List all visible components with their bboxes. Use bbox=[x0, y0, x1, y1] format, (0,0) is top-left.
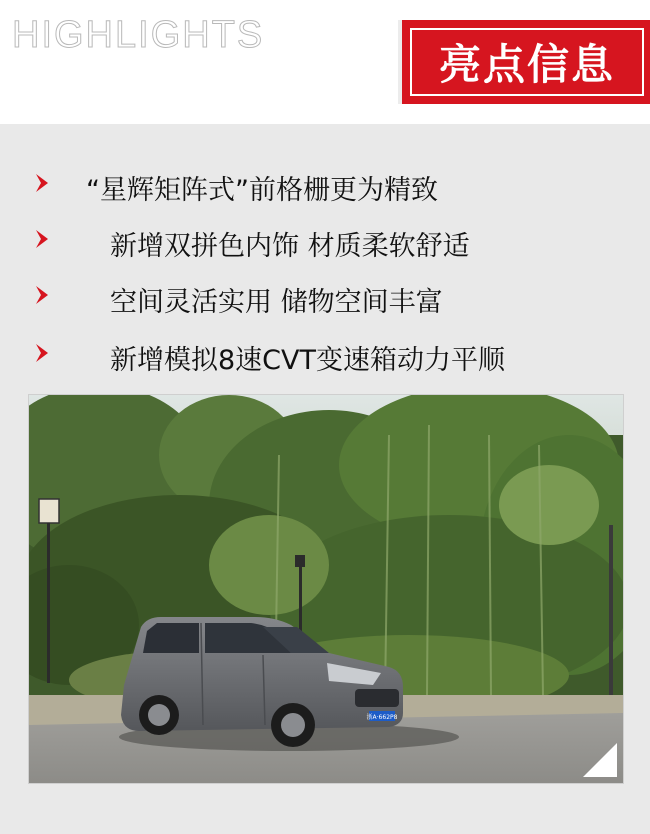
highlight-item bbox=[0, 334, 650, 374]
header-title-frame bbox=[410, 28, 644, 96]
highlight-text: 新增模拟8速CVT变速箱动力平顺 bbox=[110, 345, 505, 376]
car-photo-illustration bbox=[29, 395, 624, 784]
highlight-text: 空间灵活实用 储物空间丰富 bbox=[110, 287, 443, 318]
highlight-item bbox=[0, 164, 650, 204]
triangle-corner-icon bbox=[583, 743, 617, 777]
highlight-item bbox=[0, 276, 650, 316]
red-chevron-icon bbox=[34, 284, 52, 306]
content-panel bbox=[0, 124, 650, 834]
license-plate-text: 浙A·662P8 bbox=[366, 714, 398, 721]
red-chevron-icon bbox=[34, 342, 52, 364]
highlight-text: 新增双拼色内饰 材质柔软舒适 bbox=[110, 231, 470, 262]
header-title-english: HIGHLIGHTS bbox=[12, 14, 265, 56]
header-title-badge bbox=[398, 20, 650, 104]
page-header bbox=[0, 0, 650, 124]
red-chevron-icon bbox=[34, 228, 52, 250]
highlight-item bbox=[0, 220, 650, 260]
red-chevron-icon bbox=[34, 172, 52, 194]
header-title-chinese: 亮点信息 bbox=[438, 40, 615, 89]
car-photo bbox=[28, 394, 624, 784]
highlight-text: “星辉矩阵式”前格栅更为精致 bbox=[86, 175, 438, 206]
